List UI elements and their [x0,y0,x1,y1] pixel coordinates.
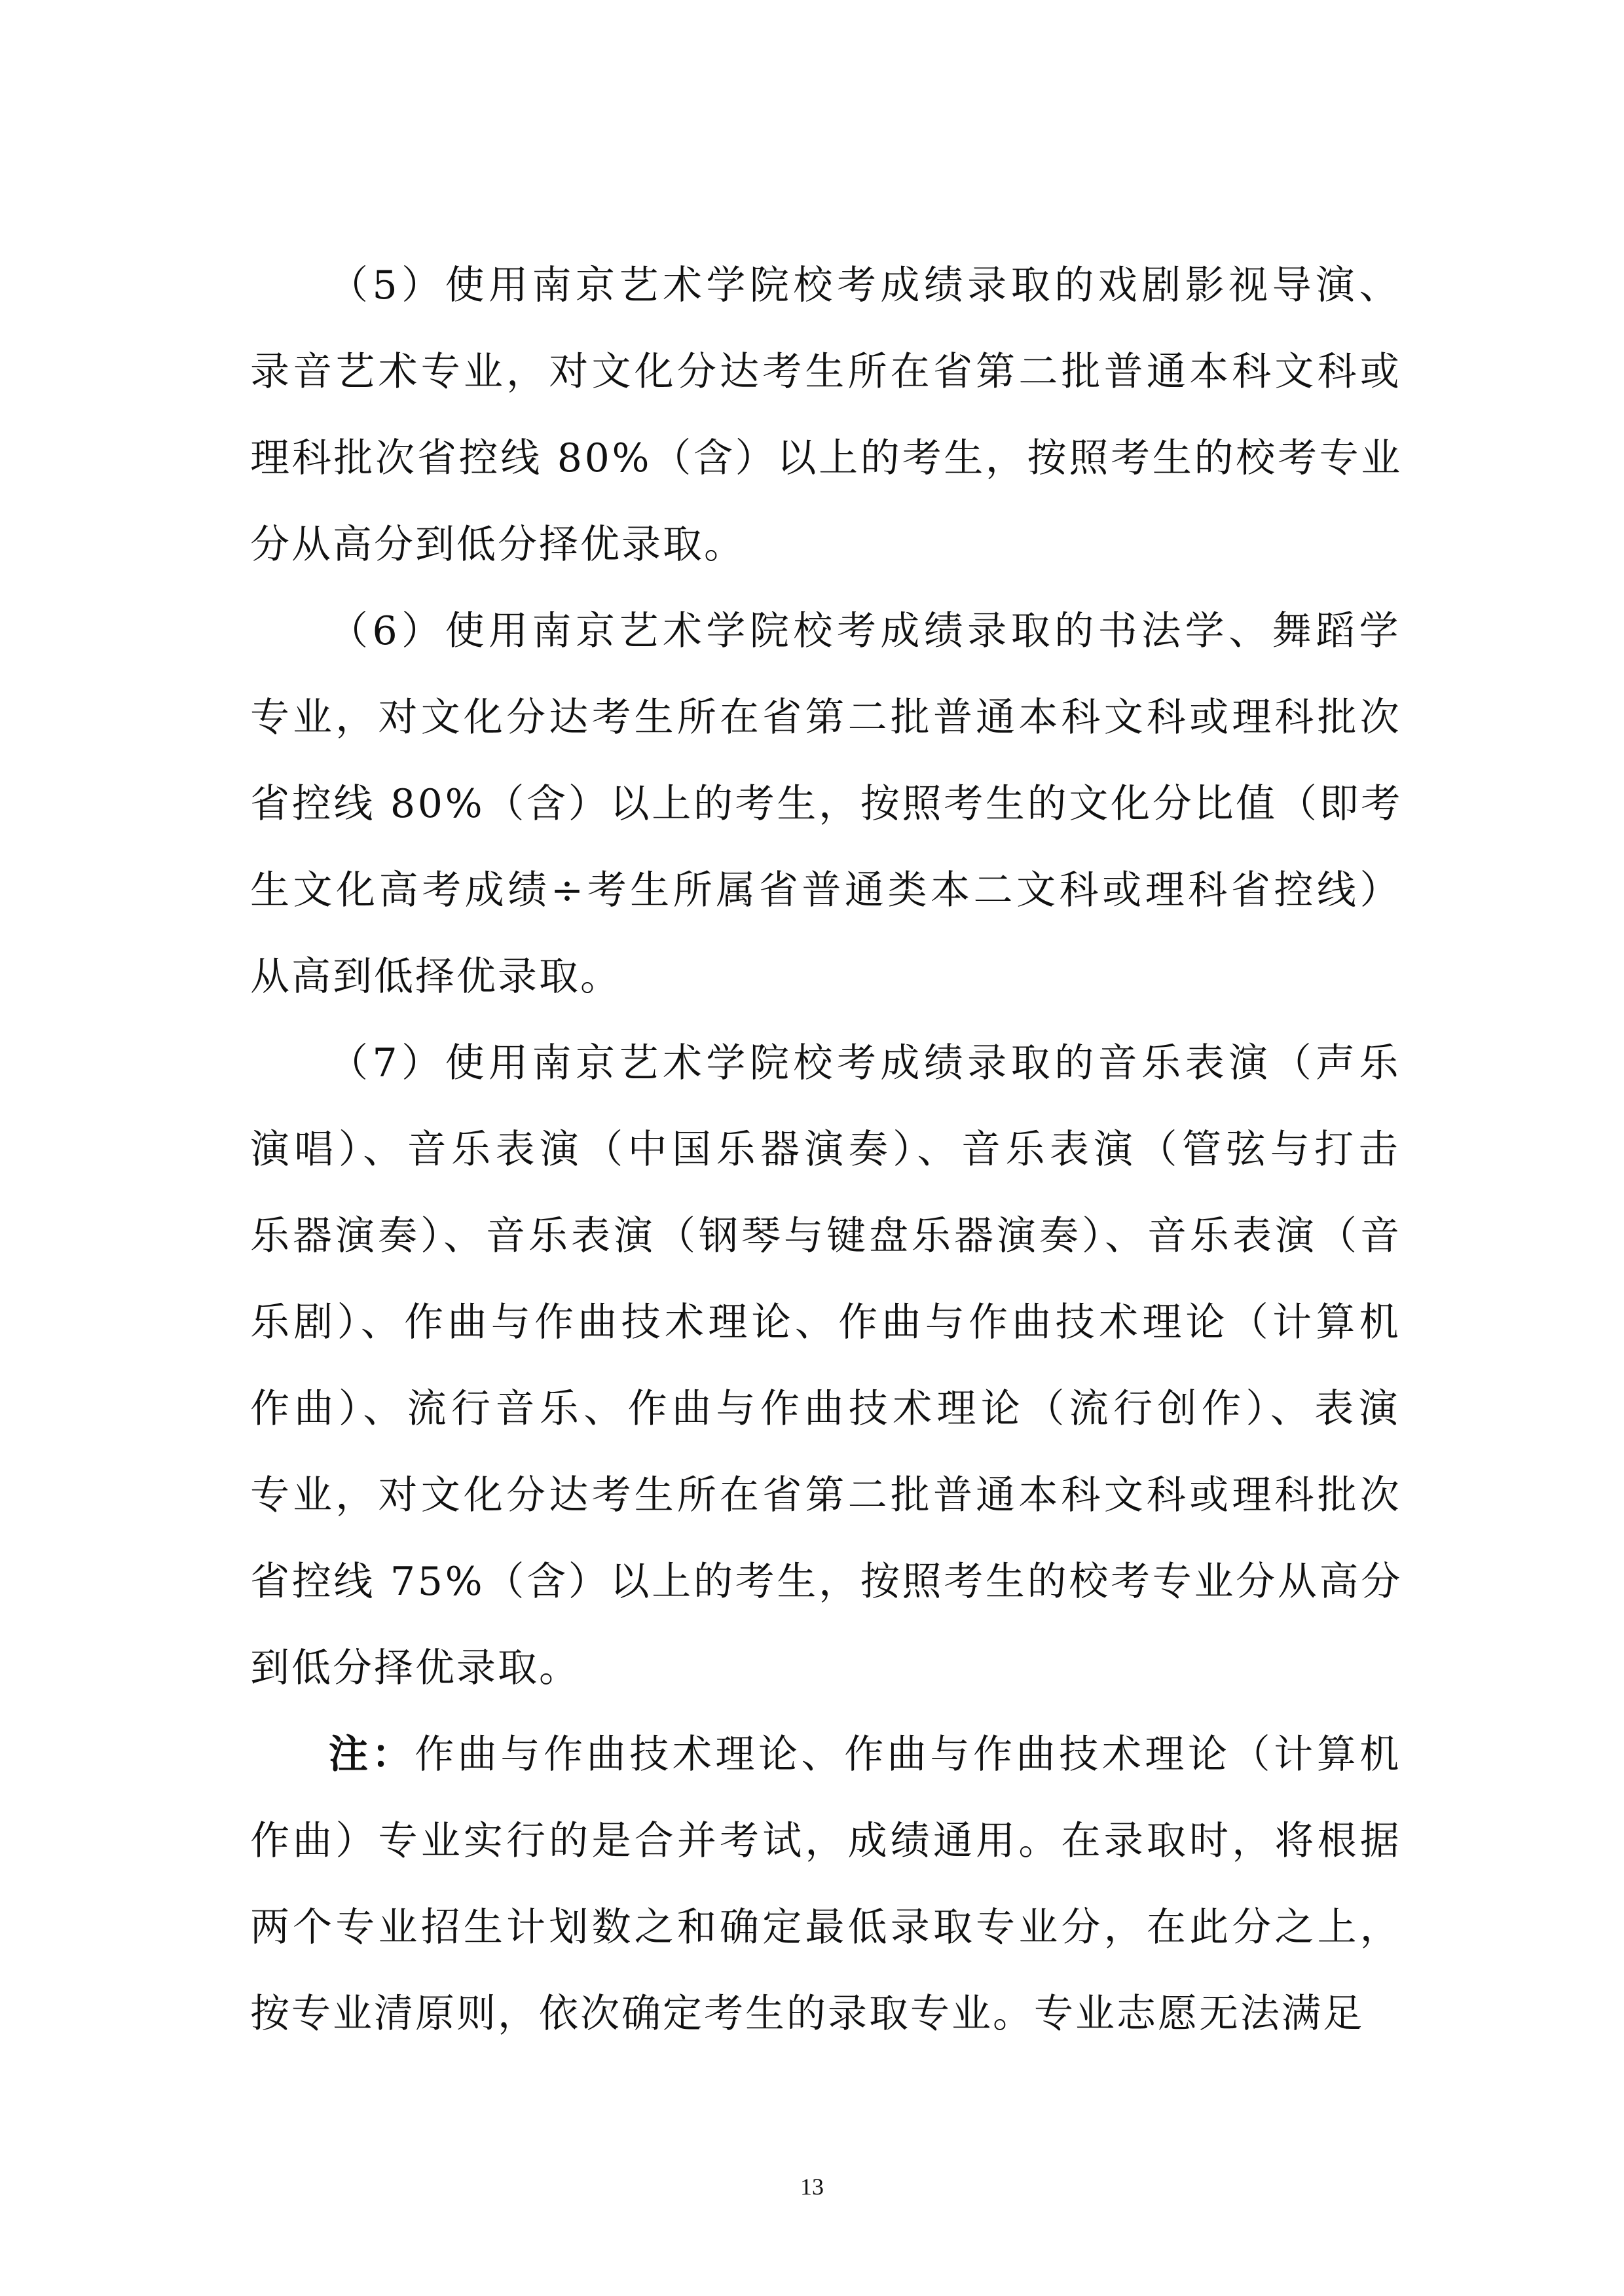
text-line-body: 作曲）专业实行的是合并考试，成绩通用。在录取时，将根据 [250,1818,1403,1864]
text-line [250,1106,1403,1193]
text-line [250,1193,1403,1279]
text-line-body: 理科批次省控线 80%（含）以上的考生，按照考生的校考专业 [250,435,1403,481]
text-line-content [250,1193,1403,1279]
text-line [250,1625,1403,1711]
text-line-body: 作曲）、流行音乐、作曲与作曲技术理论（流行创作）、表演 [250,1386,1403,1432]
text-line-content [250,1452,1403,1539]
text-line [250,242,1403,329]
text-line-content [250,1971,1364,2057]
text-line [250,1452,1403,1539]
text-line [250,761,1403,847]
text-line-body: （5）使用南京艺术学院校考成绩录取的戏剧影视导演、 [329,263,1403,308]
text-line [250,847,1403,934]
text-line-content [250,847,1403,934]
text-line [250,329,1403,415]
text-line-content [329,1711,1403,1798]
text-line-body: 演唱）、音乐表演（中国乐器演奏）、音乐表演（管弦与打击 [250,1127,1403,1173]
text-line-content [250,1366,1403,1452]
text-line-content [329,242,1403,329]
text-line-body: 从高到低择优录取。 [250,954,621,1000]
text-line-body: 乐剧）、作曲与作曲技术理论、作曲与作曲技术理论（计算机 [250,1300,1403,1345]
text-line-content [250,761,1403,847]
text-line [250,1798,1403,1884]
text-line-content [250,501,745,588]
text-line-content [250,934,621,1020]
text-line-body: 乐器演奏）、音乐表演（钢琴与键盘乐器演奏）、音乐表演（音 [250,1213,1403,1259]
text-line-content [250,1884,1403,1971]
text-line-body: （6）使用南京艺术学院校考成绩录取的书法学、舞蹈学 [329,608,1403,654]
text-line-body: 到低分择优录取。 [250,1645,580,1691]
text-line-body: 作曲与作曲技术理论、作曲与作曲技术理论（计算机 [415,1732,1403,1777]
text-line [250,1020,1403,1106]
text-line-body: 按专业清原则，依次确定考生的录取专业。专业志愿无法满足 [250,1991,1364,2037]
text-line [250,501,1403,588]
text-line-body: 省控线 80%（含）以上的考生，按照考生的文化分比值（即考 [250,781,1403,827]
text-line-content [250,1798,1403,1884]
text-line [250,1279,1403,1366]
text-line-content [250,1539,1403,1625]
text-line-content [250,674,1403,761]
text-line [250,1539,1403,1625]
text-line-body: 专业，对文化分达考生所在省第二批普通本科文科或理科批次 [250,1472,1403,1518]
text-line-content [329,1020,1403,1106]
text-line-content [250,1279,1403,1366]
text-line-body: 分从高分到低分择优录取。 [250,522,745,568]
text-line [250,674,1403,761]
text-line-body: 生文化高考成绩÷考生所属省普通类本二文科或理科省控线） [250,867,1403,913]
text-line [250,415,1403,501]
text-line-content [250,1625,580,1711]
text-line-content [250,1106,1403,1193]
text-line-body: 录音艺术专业，对文化分达考生所在省第二批普通本科文科或 [250,349,1403,395]
text-line [250,1884,1403,1971]
text-line [250,1711,1403,1798]
text-line [250,588,1403,674]
text-line-content [250,329,1403,415]
text-line-content [250,415,1403,501]
body-text [250,242,1403,2057]
text-line [250,1366,1403,1452]
text-line [250,1971,1403,2057]
text-line-body: 两个专业招生计划数之和确定最低录取专业分，在此分之上， [250,1904,1403,1950]
text-line-body: 专业，对文化分达考生所在省第二批普通本科文科或理科批次 [250,695,1403,740]
text-line [250,934,1403,1020]
text-line-body: 省控线 75%（含）以上的考生，按照考生的校考专业分从高分 [250,1559,1403,1605]
note-label: 注： [329,1732,415,1777]
text-line-content [329,588,1403,674]
text-line-body: （7）使用南京艺术学院校考成绩录取的音乐表演（声乐 [329,1040,1403,1086]
page-number: 13 [800,2174,824,2200]
